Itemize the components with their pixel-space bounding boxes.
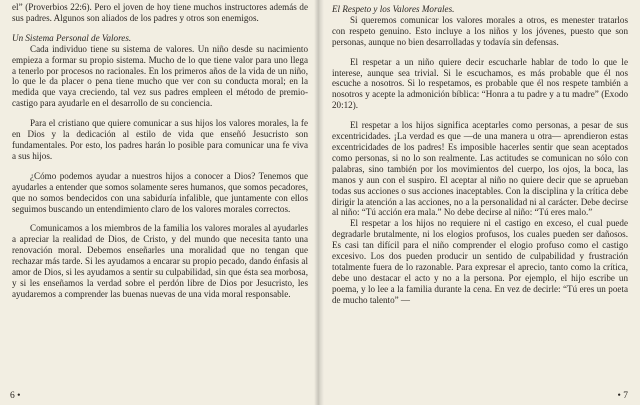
page-number: • 7	[617, 391, 628, 401]
right-page	[318, 0, 640, 405]
left-page-text	[12, 2, 308, 300]
section-heading: Un Sistema Personal de Valores.	[12, 32, 132, 43]
paragraph: el” (Proverbios 22:6). Pero el joven de hoy tiene muchos instructores además de sus padres. Algunos son aliados de los padres y otros son enemigos.	[12, 2, 308, 23]
paragraph: Si queremos comunicar los valores morales a otros, es menester tratarlos con respeto genuino. Esto incluye a los niños y los jóvenes, puesto que son personas, aunque no bien desarrolladas y todavía sin defensas.	[332, 14, 628, 47]
paragraph: El respetar a un niño quiere decir escucharle hablar de todo lo que le interese, aunque sea trivial. Si le escuchamos, es más probable que él nos escuche a nosotros. Si lo respetamos, es probable que él nos respete también a nosotros y acepte la admonición bíblica: “Honra a tu padre y a tu madre” (Exodo 20:12).	[332, 56, 628, 111]
paragraph: Para el cristiano que quiere comunicar a sus hijos los valores morales, la fe en Dios y la dedicación al estilo de vida que enseñó Jesucristo son fundamentales. Por esto, los padres harán lo posible para comunicar una fe viva a sus hijos.	[12, 118, 308, 161]
paragraph: El respetar a los hijos no requiere ni el castigo en exceso, el cual puede degradarle brutalmente, ni los elogios profusos, los cuales pueden ser dañosos. Es casi tan difícil para el niño comprender el elogio profuso como el castigo excesivo. Los dos pueden producir un sentido de culpabilidad y frustración totalmente fuera de lo razonable. Para expresar el aprecio, tanto como la crítica, debe uno destacar el acto y no a la persona. Por ejemplo, el hijo escribe un poema, y lo lee a la familia durante la cena. En vez de decirle: “Tú eres un poeta de mucho talento” —	[332, 218, 628, 305]
left-page	[0, 0, 318, 405]
paragraph: ¿Cómo podemos ayudar a nuestros hijos a conocer a Dios? Tenemos que ayudarles a entender que somos solamente seres humanos, que somos pecadores, que no somos bendecidos con una sabiduría infalible, que juntamente con ellos seguimos buscando un entendimiento claro de los valores morales correctos.	[12, 170, 308, 214]
section-heading: El Respeto y los Valores Morales.	[332, 4, 455, 14]
paragraph: Comunicamos a los miembros de la familia los valores morales al ayudarles a apreciar la realidad de Dios, de Cristo, y del mundo que necesita tanto una renovación moral. Debemos enseñarles una moralidad que no tengan que rechazar más tarde. Si les ayudamos a encarar su propio pecado, dando énfasis al amor de Dios, si les ayudamos a sentir su culpabilidad, sin que ésta sea morbosa, y si les enseñamos la verdad sobre el perdón libre de Dios por Jesucristo, les ayudaremos a comprender las buenas nuevas de una vida moral responsable.	[12, 223, 308, 299]
paragraph: Cada individuo tiene su sistema de valores. Un niño desde su nacimiento empieza a formar su propio sistema. Mucho de lo que tiene valor para uno llega a tenerlo por procesos no racionales. En los primeros años de la vida de un niño, lo que le da placer o pena tiene mucho que ver con su conducta moral; en la medida que vaya creciendo, tal vez sus padres empleen el método de premio-castigo para ayudarle en el desarrollo de su conciencia.	[12, 43, 308, 109]
right-page-text	[332, 4, 628, 306]
paragraph: El respetar a los hijos significa aceptarles como personas, a pesar de sus excentricidades. ¡La verdad es que —de una manera u otra— aprendieron estas excentricidades de los padres! Es imposible hacerles sentir que sean aceptados como personas, si no lo son realmente. Las actitudes se comunican no sólo con palabras, sino también por los movimientos del cuerpo, los ojos, la boca, las manos y aun con el suspiro. El aceptar al niño no quiere decir que se aprueban todas sus acciones o sus acciones inaceptables. Con la disciplina y la crítica debe dirigir la atención a las acciones, no a la personalidad ni al carácter. Debe decirse al niño: “Tú acción era mala.” No debe decirse al niño: “Tú eres malo.”	[332, 120, 628, 218]
page-number: 6 •	[10, 391, 21, 401]
